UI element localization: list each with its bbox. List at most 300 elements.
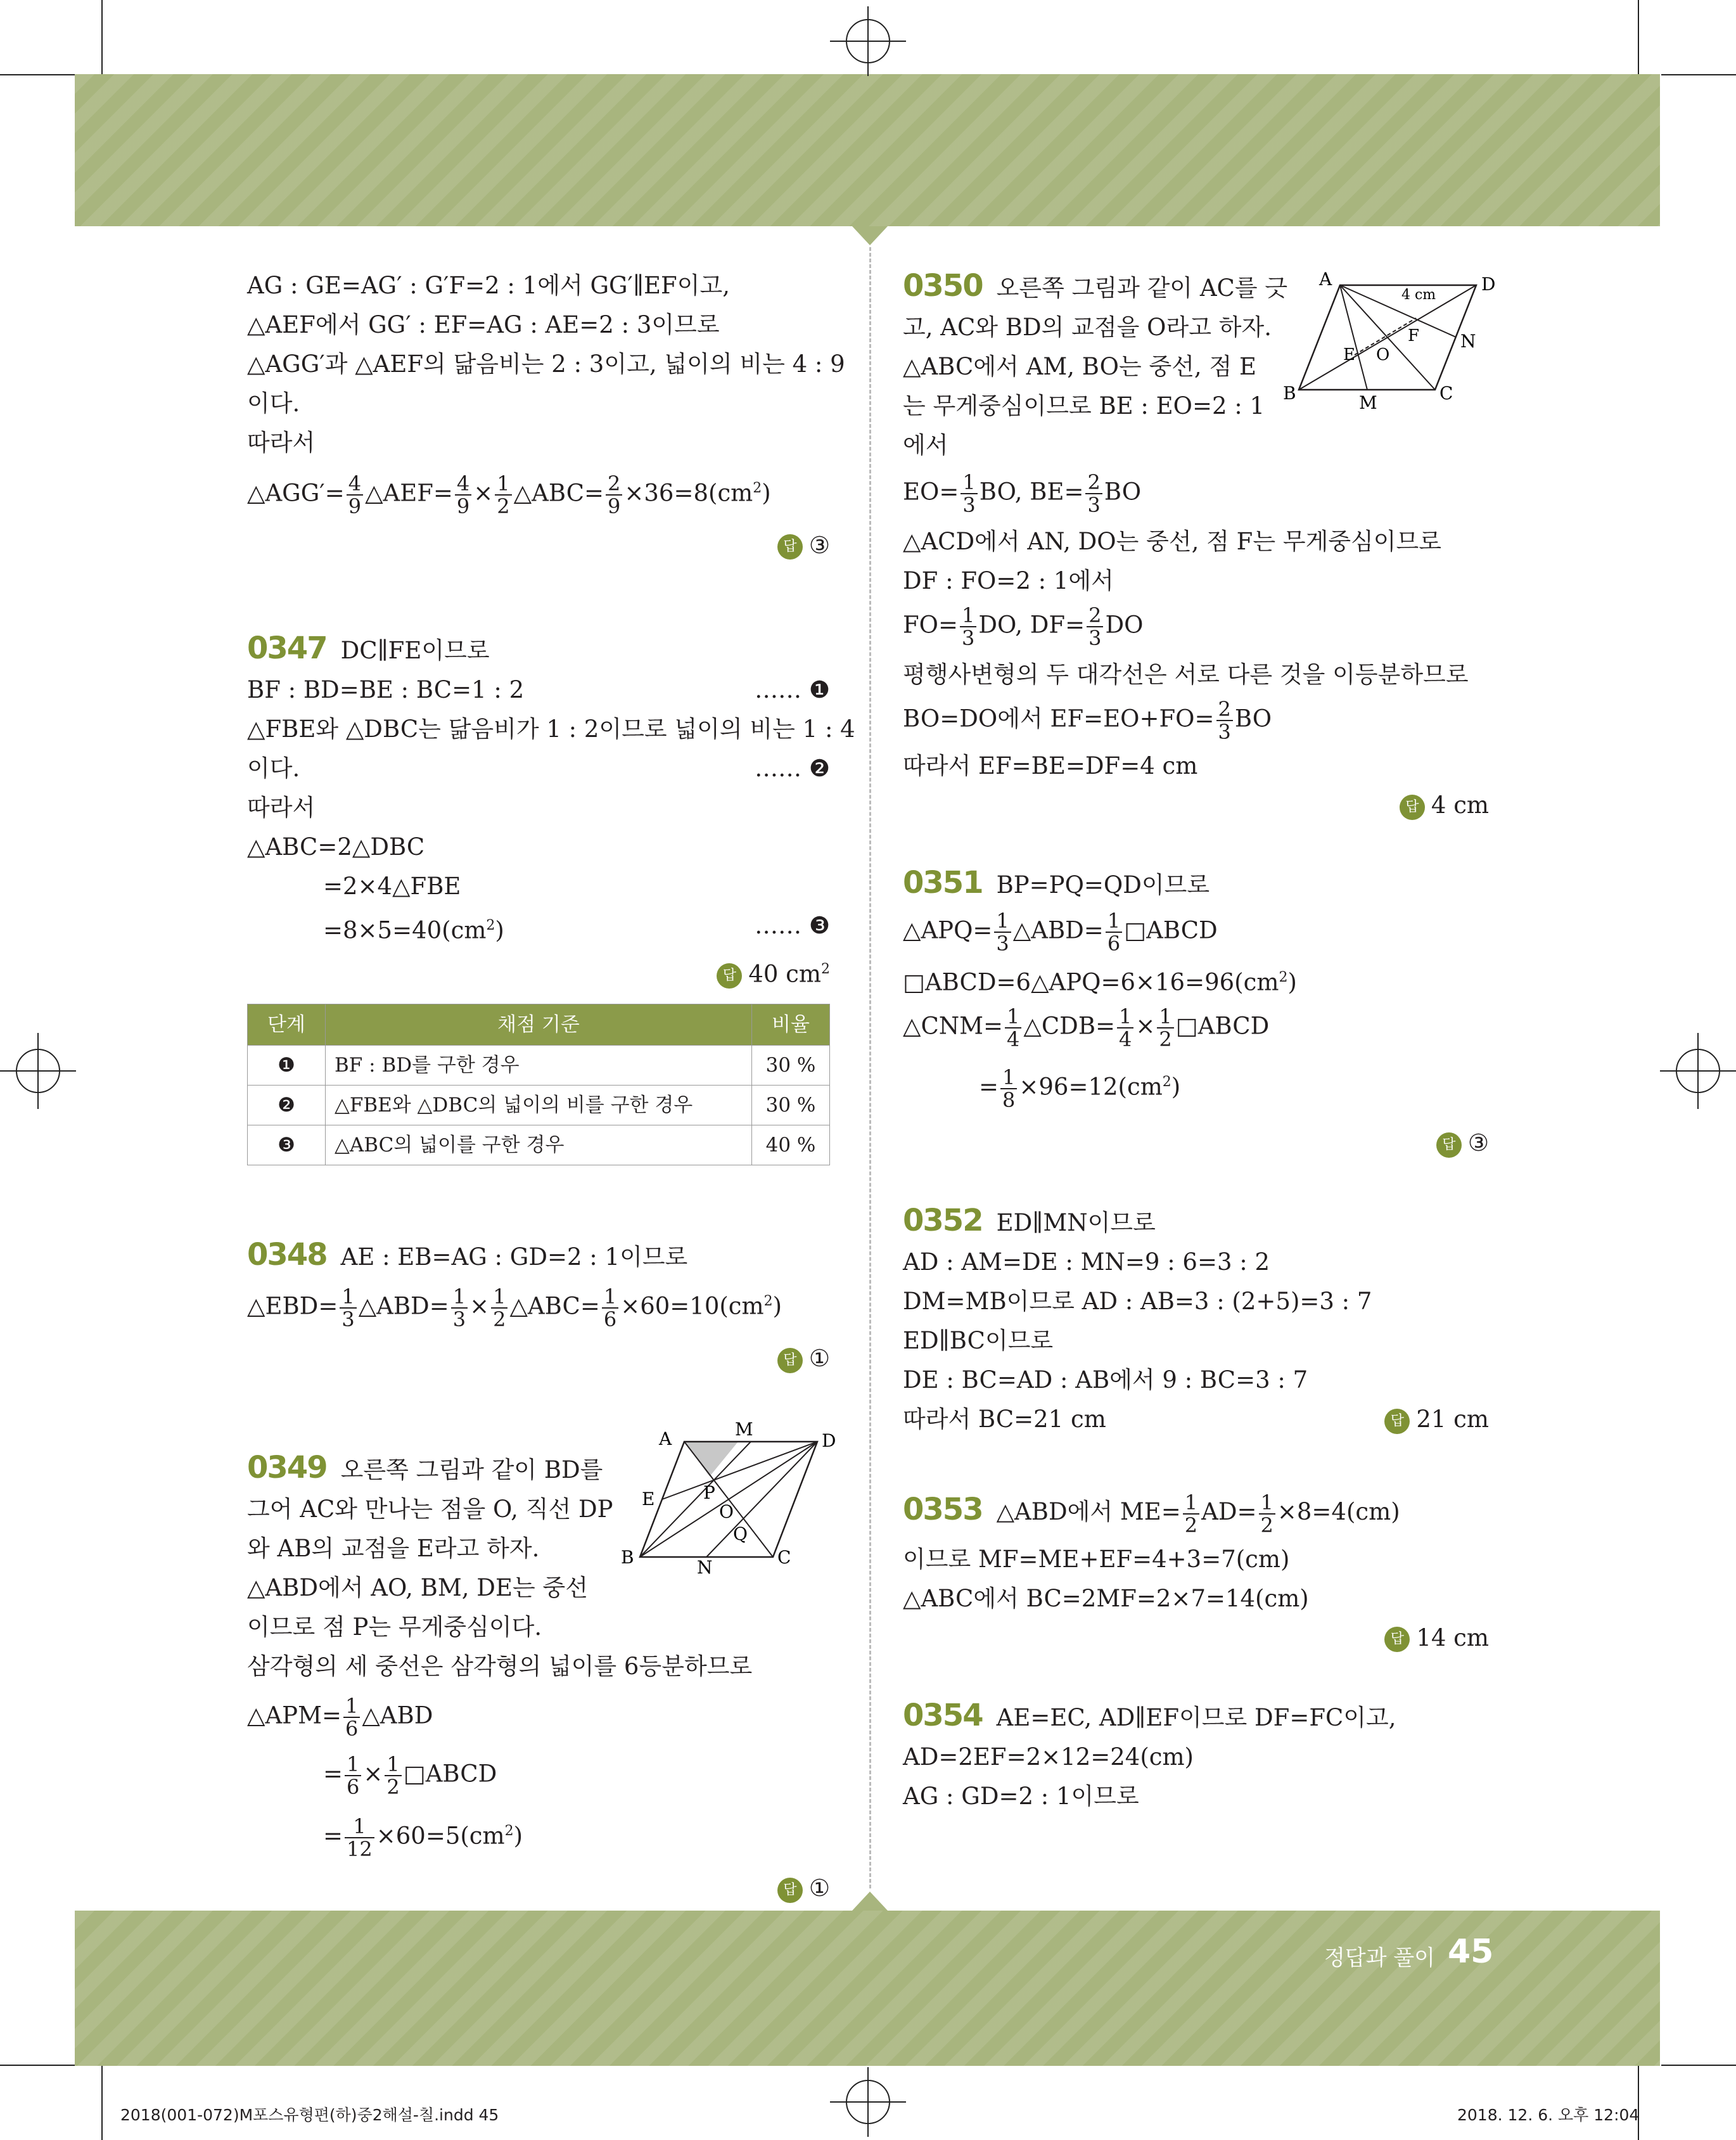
registration-mark-right xyxy=(1660,1033,1736,1109)
eq-part: × xyxy=(473,479,494,507)
denominator: 6 xyxy=(603,1307,617,1332)
text-span: 이다. xyxy=(247,754,300,782)
eq-part: BO xyxy=(1234,705,1272,733)
parallelogram-figure-0349 xyxy=(618,1416,846,1575)
registration-mark-bottom xyxy=(830,2067,906,2137)
problem-0353 xyxy=(903,1490,1489,1658)
text-line: 삼각형의 세 중선은 삼각형의 넓이를 6등분하므로 xyxy=(247,1653,753,1681)
text-line xyxy=(247,749,830,788)
fraction xyxy=(455,473,471,517)
answer xyxy=(247,1339,830,1378)
numerator: 1 xyxy=(340,1286,356,1309)
text-span: =8×5=40(cm xyxy=(323,916,487,944)
eq-part: △CNM= xyxy=(903,1012,1004,1040)
table-row xyxy=(248,1086,830,1125)
eq-part: △ABD= xyxy=(358,1292,449,1320)
answer-badge: 답 xyxy=(777,1878,803,1903)
denominator: 3 xyxy=(996,932,1009,956)
crop-mark xyxy=(101,2066,103,2140)
equation-line xyxy=(247,469,830,517)
eq-part: ) xyxy=(762,479,771,507)
numerator: 1 xyxy=(1005,1006,1021,1028)
crop-mark xyxy=(0,74,75,75)
eq-part: ) xyxy=(1171,1073,1181,1101)
label-c: C xyxy=(777,1547,791,1568)
answer-badge: 답 xyxy=(1436,1132,1462,1158)
text-line: ED∥MN이므로 xyxy=(996,1209,1156,1237)
answer-badge: 답 xyxy=(777,1348,803,1373)
text-line: DC∥FE이므로 xyxy=(340,636,490,664)
footer-notch xyxy=(852,1892,888,1911)
problem-0346-continued xyxy=(247,266,845,565)
text-line: 는 무게중심이므로 BE : EO=2 : 1 xyxy=(903,392,1265,420)
superscript: 2 xyxy=(1162,1074,1171,1091)
numerator: 1 xyxy=(451,1286,468,1309)
text-line xyxy=(903,958,1489,1002)
segment-de xyxy=(662,1442,817,1499)
table-header-row xyxy=(248,1004,830,1046)
eq-part: = xyxy=(323,1760,343,1788)
answer xyxy=(247,950,830,994)
superscript: 2 xyxy=(504,1823,514,1840)
answer-value: ③ xyxy=(1467,1129,1489,1157)
text-line: 이므로 MF=ME+EF=4+3=7(cm) xyxy=(903,1545,1290,1573)
fraction xyxy=(960,605,976,649)
text-span: ) xyxy=(495,916,504,944)
crop-mark xyxy=(101,0,103,74)
eq-part: ) xyxy=(772,1292,782,1320)
label-a: A xyxy=(1319,269,1332,290)
crop-mark xyxy=(1661,74,1736,75)
text-line: BP=PQ=QD이므로 xyxy=(996,871,1210,899)
table-cell: ❸ xyxy=(248,1125,326,1165)
answer-badge: 답 xyxy=(1384,1409,1410,1434)
text-line: 이다. xyxy=(247,390,300,417)
problem-0351 xyxy=(903,863,1489,1163)
shaded-triangle xyxy=(684,1442,738,1477)
label-a: A xyxy=(659,1428,672,1449)
denominator: 8 xyxy=(1002,1088,1016,1113)
problem-heading xyxy=(247,629,830,670)
text-line: △ABD에서 AO, BM, DE는 중선 xyxy=(247,1574,588,1602)
step-1-icon: ❶ xyxy=(808,676,830,703)
fraction xyxy=(961,471,977,516)
eq-part: BO xyxy=(1104,478,1142,506)
parallelogram-figure-0350 xyxy=(1280,266,1495,412)
text-line xyxy=(247,670,830,710)
label-m: M xyxy=(1359,392,1377,412)
eq-part: □ABCD xyxy=(1175,1012,1270,1040)
problem-number: 0347 xyxy=(247,630,327,666)
denominator: 3 xyxy=(341,1307,355,1332)
numerator: 2 xyxy=(1085,471,1102,494)
table-cell: △FBE와 △DBC의 넓이의 비를 구한 경우 xyxy=(326,1086,752,1125)
eq-part: × xyxy=(469,1292,490,1320)
problem-number: 0351 xyxy=(903,865,983,900)
left-column xyxy=(247,266,855,1917)
eq-part: △ABD에서 ME= xyxy=(996,1498,1181,1526)
table-cell: △ABC의 넓이를 구한 경우 xyxy=(326,1125,752,1165)
segment-an xyxy=(1340,285,1456,337)
text-line: 평행사변형의 두 대각선은 서로 다른 것을 이등분하므로 xyxy=(903,661,1469,688)
eq-part: △AEF= xyxy=(365,479,453,507)
print-date-info: 2018. 12. 6. 오후 12:04 xyxy=(1457,2106,1640,2124)
answer xyxy=(247,1869,830,1908)
scoring-table xyxy=(247,1004,830,1165)
numerator: 1 xyxy=(602,1286,618,1309)
table-row xyxy=(248,1125,830,1165)
problem-0348 xyxy=(247,1235,830,1378)
numerator: 1 xyxy=(1183,1492,1199,1515)
label-p: P xyxy=(703,1482,715,1503)
answer-value: 14 cm xyxy=(1416,1624,1489,1651)
text-line: △AEF에서 GG′ : EF=AG : AE=2 : 3이므로 xyxy=(247,311,720,338)
eq-part: □ABCD xyxy=(1124,916,1218,944)
table-cell: 30 % xyxy=(752,1086,830,1125)
text-line: DE : BC=AD : AB에서 9 : BC=3 : 7 xyxy=(903,1366,1308,1394)
text-line: 이므로 점 P는 무게중심이다. xyxy=(247,1613,542,1641)
table-header: 단계 xyxy=(248,1004,326,1046)
denominator: 6 xyxy=(347,1775,360,1800)
denominator: 12 xyxy=(347,1837,373,1862)
answer xyxy=(903,1124,1489,1163)
label-e: E xyxy=(642,1489,655,1509)
label-f: F xyxy=(1408,326,1420,345)
fraction xyxy=(606,473,622,517)
problem-number: 0352 xyxy=(903,1203,983,1239)
text-span: BF : BD=BE : BC=1 : 2 xyxy=(247,676,525,703)
fraction xyxy=(1106,910,1122,954)
denominator: 4 xyxy=(1007,1027,1020,1052)
numerator: 1 xyxy=(994,910,1011,933)
eq-part: FO= xyxy=(903,611,959,639)
equation-line xyxy=(903,471,1489,516)
denominator: 3 xyxy=(1087,493,1101,517)
fraction xyxy=(345,1816,374,1860)
numerator: 1 xyxy=(491,1286,507,1309)
text-line: △ACD에서 AN, DO는 중선, 점 F는 무게중심이므로 xyxy=(903,528,1442,555)
eq-part: BO, BE= xyxy=(979,478,1084,506)
table-cell: ❶ xyxy=(248,1046,326,1086)
eq-part: DO, DF= xyxy=(978,611,1085,639)
text-span: 따라서 BC=21 cm xyxy=(903,1406,1106,1433)
superscript: 2 xyxy=(763,1293,773,1310)
answer-value: ① xyxy=(808,1345,830,1373)
text-span: ) xyxy=(1287,968,1297,996)
eq-part: △CDB= xyxy=(1023,1012,1116,1040)
label-d: D xyxy=(1481,274,1495,295)
footer-section-label: 정답과 풀이 xyxy=(1324,1945,1436,1971)
problem-heading xyxy=(247,1235,830,1277)
diagonal-bd xyxy=(1299,285,1476,390)
eq-part: ×60=10(cm xyxy=(620,1292,764,1320)
text-span: □ABCD=6△APQ=6×16=96(cm xyxy=(903,968,1279,996)
text-line: 오른쪽 그림과 같이 BD를 xyxy=(340,1456,603,1484)
superscript: 2 xyxy=(753,480,762,496)
answer xyxy=(1384,1400,1489,1439)
eq-part: △ABC= xyxy=(509,1292,600,1320)
label-d: D xyxy=(822,1430,836,1451)
denominator: 6 xyxy=(1107,932,1121,956)
text-line: △ABC=2△DBC xyxy=(247,833,425,861)
text-line: △ABC에서 AM, BO는 중선, 점 E xyxy=(903,353,1256,380)
text-line xyxy=(247,906,830,950)
text-line xyxy=(903,1400,1489,1439)
table-cell: 30 % xyxy=(752,1046,830,1086)
equation-line xyxy=(247,1695,830,1740)
length-label: 4 cm xyxy=(1401,287,1436,303)
diagonal-bd xyxy=(640,1442,817,1557)
table-cell: ❷ xyxy=(248,1086,326,1125)
text-line: DF : FO=2 : 1에서 xyxy=(903,567,1114,594)
problem-number: 0348 xyxy=(247,1237,327,1273)
text-line: ED∥BC이므로 xyxy=(903,1327,1054,1355)
right-column xyxy=(903,266,1489,1816)
crop-mark xyxy=(1661,2065,1736,2066)
denominator: 2 xyxy=(493,1307,506,1332)
eq-part: × xyxy=(1135,1012,1156,1040)
fraction xyxy=(347,473,363,517)
text-line: AG : GE=AG′ : G′F=2 : 1에서 GG′∥EF이고, xyxy=(247,272,730,299)
eq-part: □ABCD xyxy=(403,1760,497,1788)
eq-part: ) xyxy=(513,1822,523,1850)
fraction xyxy=(345,1753,361,1798)
step-marker xyxy=(755,670,830,710)
eq-part: △APM= xyxy=(247,1701,341,1729)
text-line: 따라서 xyxy=(247,429,316,456)
problem-number: 0353 xyxy=(903,1492,983,1528)
label-b: B xyxy=(621,1547,634,1568)
superscript: 2 xyxy=(1279,970,1288,985)
equation-line xyxy=(903,605,1489,649)
fraction xyxy=(994,910,1011,954)
text-line: △AGG′과 △AEF의 닮음비는 2 : 3이고, 넓이의 비는 4 : 9 xyxy=(247,350,845,378)
print-file-info: 2018(001-072)M포스유형편(하)중2해설-칠.indd 45 xyxy=(120,2106,499,2124)
answer-badge: 답 xyxy=(1400,795,1425,820)
problem-0354 xyxy=(903,1696,1489,1816)
text-line: 그어 AC와 만나는 점을 O, 직선 DP xyxy=(247,1496,613,1523)
label-n: N xyxy=(697,1557,713,1575)
text-line: 고, AC와 BD의 교점을 O라고 하자. xyxy=(903,314,1272,341)
table-header: 채점 기준 xyxy=(326,1004,752,1046)
fraction xyxy=(1183,1492,1199,1536)
denominator: 2 xyxy=(1184,1513,1198,1537)
step-marker xyxy=(755,906,830,945)
numerator: 1 xyxy=(1157,1006,1173,1028)
eq-part: BO=DO에서 EF=EO+FO= xyxy=(903,705,1215,733)
numerator: 1 xyxy=(345,1753,361,1776)
denominator: 9 xyxy=(348,494,362,518)
problem-number: 0354 xyxy=(903,1697,983,1733)
denominator: 3 xyxy=(962,493,976,517)
eq-part: EO= xyxy=(903,478,959,506)
answer-value: 40 cm xyxy=(748,960,821,988)
numerator: 1 xyxy=(495,473,511,496)
text-line: 따라서 EF=BE=DF=4 cm xyxy=(903,752,1198,779)
eq-part: ×36=8(cm xyxy=(624,479,753,507)
equation-line xyxy=(903,1063,1489,1111)
text-line: DM=MB이므로 AD : AB=3 : (2+5)=3 : 7 xyxy=(903,1288,1372,1316)
table-cell: 40 % xyxy=(752,1125,830,1165)
numerator: 1 xyxy=(960,605,976,627)
registration-mark-left xyxy=(0,1033,76,1109)
text-line: AD : AM=DE : MN=9 : 6=3 : 2 xyxy=(903,1248,1270,1276)
fraction xyxy=(340,1286,356,1330)
denominator: 3 xyxy=(1088,626,1102,650)
crop-mark xyxy=(1638,0,1639,74)
numerator: 2 xyxy=(606,473,622,496)
table-header: 비율 xyxy=(752,1004,830,1046)
answer-badge: 답 xyxy=(777,534,803,560)
superscript: 2 xyxy=(486,917,495,933)
eq-part: = xyxy=(979,1073,999,1101)
numerator: 4 xyxy=(347,473,363,496)
fraction xyxy=(343,1695,360,1740)
step-marker xyxy=(755,749,830,788)
numerator: 1 xyxy=(961,471,977,494)
answer xyxy=(247,526,830,565)
eq-part: = xyxy=(323,1822,343,1850)
text-line: 오른쪽 그림과 같이 AC를 긋 xyxy=(996,274,1288,302)
fraction xyxy=(385,1753,401,1798)
answer-value: 21 cm xyxy=(1416,1406,1489,1433)
label-q: Q xyxy=(733,1523,748,1544)
label-e: E xyxy=(1343,345,1355,364)
step-2-icon: ❷ xyxy=(808,754,830,782)
problem-0347 xyxy=(247,629,855,1166)
answer xyxy=(903,1618,1489,1658)
answer-badge: 답 xyxy=(717,963,742,989)
numerator: 1 xyxy=(1259,1492,1275,1515)
label-m: M xyxy=(735,1419,753,1440)
text-line: AE : EB=AG : GD=2 : 1이므로 xyxy=(340,1243,688,1271)
header-band xyxy=(75,74,1660,226)
eq-part: △ABC= xyxy=(513,479,604,507)
tick-dots: …… xyxy=(755,676,802,703)
numerator: 1 xyxy=(343,1695,360,1718)
text-line: AD=2EF=2×12=24(cm) xyxy=(903,1743,1194,1771)
text-line: 따라서 xyxy=(247,793,316,821)
table-cell: BF : BD를 구한 경우 xyxy=(326,1046,752,1086)
tick-dots: …… xyxy=(755,911,802,939)
text-line: AE=EC, AD∥EF이므로 DF=FC이고, xyxy=(996,1703,1396,1731)
answer-value: ③ xyxy=(808,531,830,559)
numerator: 1 xyxy=(385,1753,401,1776)
label-o: O xyxy=(1376,345,1390,364)
problem-0352 xyxy=(903,1201,1489,1439)
denominator: 2 xyxy=(386,1775,400,1800)
numerator: 1 xyxy=(1106,910,1122,933)
numerator: 1 xyxy=(345,1816,374,1838)
problem-heading xyxy=(903,863,1489,905)
eq-part: × xyxy=(363,1760,383,1788)
superscript: 2 xyxy=(821,961,830,978)
fraction xyxy=(451,1286,468,1330)
page-number: 45 xyxy=(1448,1933,1494,1971)
eq-part: △AGG′= xyxy=(247,479,345,507)
text-line: △ABC에서 BC=2MF=2×7=14(cm) xyxy=(903,1584,1309,1612)
numerator: 2 xyxy=(1087,605,1103,627)
header-notch xyxy=(852,226,888,245)
fraction xyxy=(1216,698,1233,743)
crop-mark xyxy=(0,2065,75,2066)
equation-line xyxy=(247,1282,830,1330)
denominator: 2 xyxy=(1260,1513,1273,1537)
label-n: N xyxy=(1460,331,1476,352)
eq-part: △EBD= xyxy=(247,1292,338,1320)
problem-number: 0349 xyxy=(247,1450,327,1486)
text-line: 와 AB의 교점을 E라고 하자. xyxy=(247,1535,540,1563)
text-line: =2×4△FBE xyxy=(323,872,461,900)
fraction xyxy=(1117,1006,1133,1050)
text-line: △FBE와 △DBC는 닮음비가 1 : 2이므로 넓이의 비는 1 : 4 xyxy=(247,715,855,743)
denominator: 3 xyxy=(452,1307,466,1332)
denominator: 4 xyxy=(1119,1027,1132,1052)
numerator: 1 xyxy=(1117,1006,1133,1028)
numerator: 2 xyxy=(1216,698,1233,721)
fraction xyxy=(495,473,511,517)
answer-value: ① xyxy=(808,1874,830,1902)
fraction xyxy=(1085,471,1102,516)
step-3-icon: ❸ xyxy=(808,911,830,939)
problem-number: 0350 xyxy=(903,268,983,304)
fraction xyxy=(1157,1006,1173,1050)
eq-part: ×60=5(cm xyxy=(376,1822,505,1850)
label-b: B xyxy=(1283,383,1296,404)
denominator: 9 xyxy=(608,494,621,518)
denominator: 9 xyxy=(456,494,470,518)
answer-badge: 답 xyxy=(1384,1627,1410,1652)
fraction xyxy=(602,1286,618,1330)
fraction xyxy=(1005,1006,1021,1050)
numerator: 1 xyxy=(1000,1067,1017,1089)
equation-line xyxy=(247,1812,830,1860)
eq-part: △ABD xyxy=(362,1701,433,1729)
denominator: 2 xyxy=(1159,1027,1172,1052)
numerator: 4 xyxy=(455,473,471,496)
registration-mark-top xyxy=(830,6,906,76)
table-row xyxy=(248,1046,830,1086)
text-line: AG : GD=2 : 1이므로 xyxy=(903,1782,1139,1810)
eq-part: AD= xyxy=(1201,1498,1257,1526)
eq-part: ×8=4(cm) xyxy=(1277,1498,1400,1526)
eq-part: ×96=12(cm xyxy=(1019,1073,1163,1101)
problem-heading xyxy=(903,1696,1489,1738)
eq-part: △ABD= xyxy=(1012,916,1104,944)
fraction xyxy=(1000,1067,1017,1111)
label-c: C xyxy=(1439,383,1453,404)
denominator: 6 xyxy=(345,1717,359,1741)
text-line: 에서 xyxy=(903,432,948,459)
denominator: 3 xyxy=(1218,720,1231,744)
problem-heading xyxy=(903,1201,1489,1243)
eq-part: DO xyxy=(1105,611,1144,639)
equation-line xyxy=(903,1006,1489,1050)
denominator: 2 xyxy=(497,494,510,518)
answer-value: 4 cm xyxy=(1431,791,1489,819)
fraction xyxy=(1087,605,1103,649)
equation-line xyxy=(903,698,1489,743)
tick-dots: …… xyxy=(755,754,802,782)
label-o: O xyxy=(719,1501,734,1522)
fraction xyxy=(1259,1492,1275,1536)
eq-part: △APQ= xyxy=(903,916,993,944)
equation-line xyxy=(903,910,1489,954)
answer xyxy=(903,786,1489,825)
column-divider xyxy=(869,247,871,1888)
denominator: 3 xyxy=(962,626,975,650)
equation-line xyxy=(247,1753,830,1798)
